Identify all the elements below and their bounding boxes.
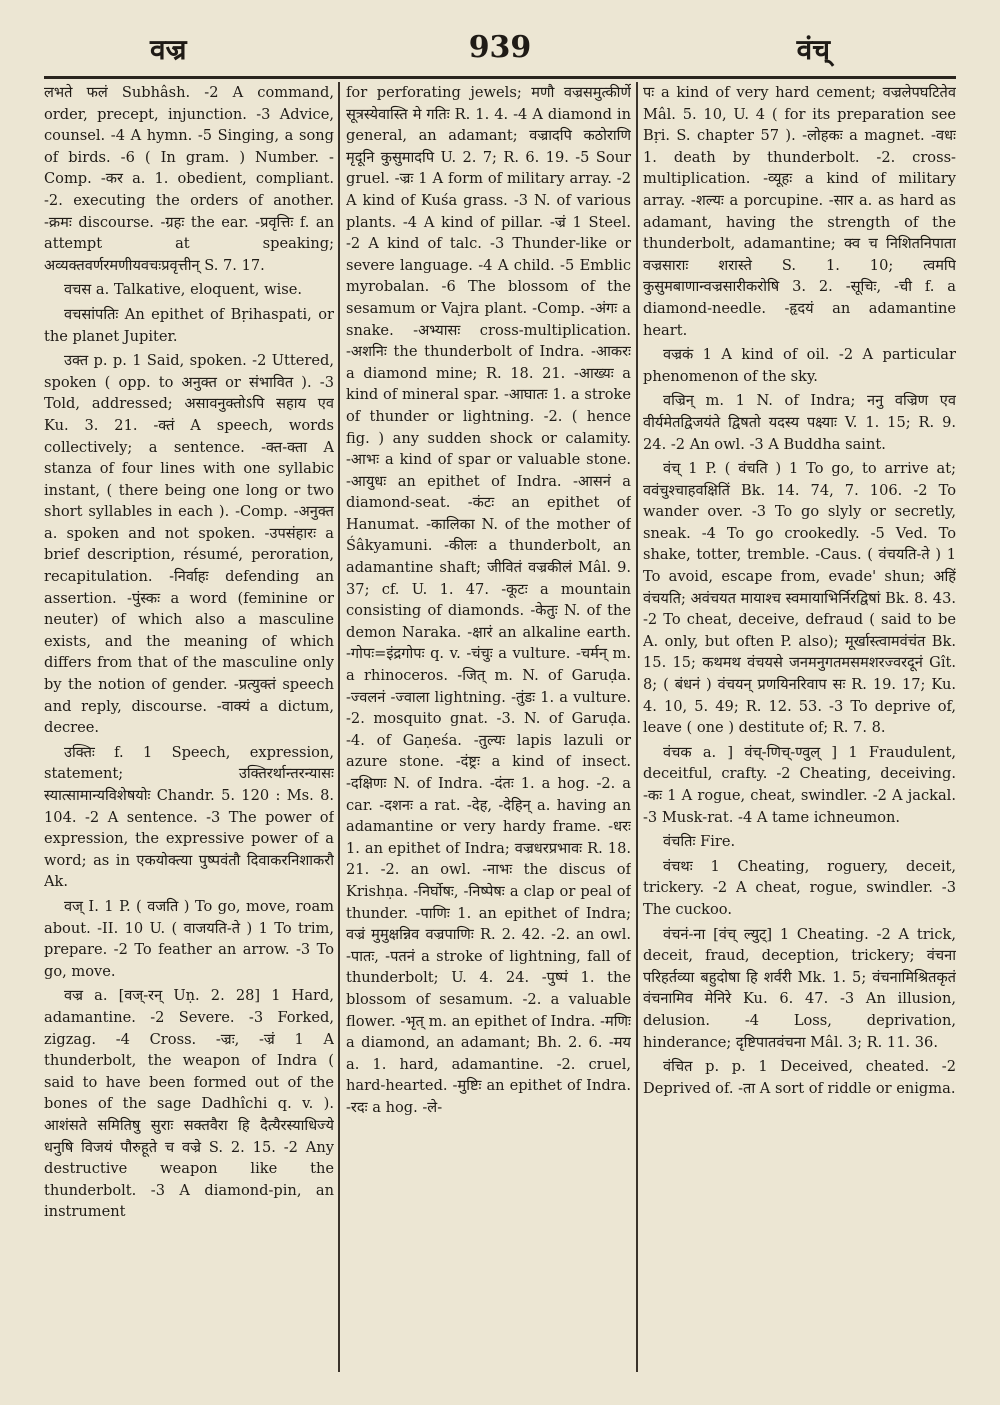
entry: वचसांपतिः An epithet of Bṛihaspati, or the planet Jupiter. xyxy=(44,305,334,345)
entry: पः a kind of very hard cement; वज्रलेपघटितेव Mâl. 5. 10, U. 4 ( for its preparation see Bṛi. S. chapter 57 ). -लोहकः a magnet. -वधः 1. death by thunderbolt. -2. cross-multiplication. -व्यूहः a kind of military array. -शल्यः a porcupine. -सार a. as hard as adamant, having the strength of the thunderbolt, adamantine; क्व च निशितनिपाता वज्रसाराः शरास्ते S. 1. 10; त्वमपि कुसुमबाणान्वज्रसारीकरोषि 3. 2. -सूचिः, -ची f. a diamond-needle. -हृदयं an adamantine heart. xyxy=(643,84,956,339)
entry: वंचित p. p. 1 Deceived, cheated. -2 Deprived of. -ता A sort of riddle or enigma. xyxy=(643,1058,956,1097)
page-number: 939 xyxy=(468,30,532,65)
entry: वज्रिन् m. 1 N. of Indra; ननु वज्रिण एव वीर्यमेतद्विजयंते द्विषतो यदस्य पक्ष्याः V. 1. 15; R. 9. 24. -2 An owl. -3 A Buddha saint. xyxy=(643,392,956,453)
column-divider xyxy=(338,82,340,1372)
entry: for perforating jewels; मणौ वज्रसमुत्कीर्णे सूत्रस्येवास्ति मे गतिः R. 1. 4. -4 A diamond in general, an adamant; वज्रादपि कठोराणि मृदूनि कुसुमादपि U. 2. 7; R. 6. 19. -5 Sour gruel. -ज्रः 1 A form of military array. -2 A kind of Kuśa grass. -3 N. of various plants. -4 A kind of pillar. -ज्रं 1 Steel. -2 A kind of talc. -3 Thunder-like or severe language. -4 A child. -5 Emblic myrobalan. -6 The blossom of the sesamum or Vajra plant. -Comp. -अंगः a snake. -अभ्यासः cross-multiplication. -अशनिः the thunderbolt of Indra. -आकरः a diamond mine; R. 18. 21. -आख्यः a kind of mineral spar. -आघातः 1. a stroke of thunder or lightning. -2. ( hence fig. ) any sudden shock or calamity. -आभः a kind of spar or valuable stone. -आयुधः an epithet of Indra. -आसनं a diamond-seat. -कंटः an epithet of Hanumat. -कालिका N. of the mother of Śâkyamuni. -कीलः a thunderbolt, an adamantine shaft; जीवितं वज्रकीलं Mâl. 9. 37; cf. U. 1. 47. -कूटः a mountain consisting of diamonds. -केतुः N. of the demon Naraka. -क्षारं an alkaline earth. -गोपः=इंद्रगोपः q. v. -चंचुः a vulture. -चर्मन् m. a rhinoceros. -जित् m. N. of Garuḍa. -ज्वलनं -ज्वाला lightning. -तुंडः 1. a vulture. -2. mosquito gnat. -3. N. of Garuḍa. -4. of Gaṇeśa. -तुल्यः lapis lazuli or azure stone. -दंष्ट्रः a kind of insect. -दक्षिणः N. of Indra. -दंतः 1. a hog. -2. a car. -दशनः a rat. -देह, -देहिन् a. having an adamantine or very hardy frame. -धरः 1. an epithet of Indra; वज्रधरप्रभावः R. 18. 21. -2. an owl. -नाभः the discus of Krishṇa. -निर्घोषः, -निष्पेषः a clap or peal of thunder. -पाणिः 1. an epithet of Indra; वज्रं मुमुक्षन्निव वज्रपाणिः R. 2. 42. -2. an owl. -पातः, -पतनं a stroke of lightning, fall of thunderbolt; U. 4. 24. -पुष्पं 1. the blossom of sesamum. -2. a valuable flower. -भृत् m. an epithet of Indra. -मणिः a diamond, an adamant; Bh. 2. 6. -मय a. 1. hard, adamantine. -2. cruel, hard-hearted. -मुष्टिः an epithet of Indra. -रदः a hog. -ले- xyxy=(346,84,631,1116)
entry: वंच् 1 P. ( वंचति ) 1 To go, to arrive at; ववंचुश्चाहवक्षितिं Bk. 14. 74, 7. 106. -2 To wander over. -3 To go slyly or secretly, sneak. -4 To go crookedly. -5 Ved. To shake, totter, tremble. -Caus. ( वंचयति-ते ) 1 To avoid, escape from, evade' shun; अहिं वंचयति; अवंचयत मायाश्च स्वमायाभिर्निरद्विषां Bk. 8. 43. -2 To cheat, deceive, defraud ( said to be A. only, but often P. also); मूर्खास्त्वामवंचंत Bk. 15. 15; कथमथ वंचयसे जनमनुगतमसमशरज्वरदूनं Gît. 8; ( बंधनं ) वंचयन् प्रणयिनरिवाप सः R. 19. 17; Ku. 4. 10, 5. 49; R. 12. 53. -3 To deprive of, leave ( one ) destitute of; R. 7. 8. xyxy=(643,460,956,737)
entry: वज्रकं 1 A kind of oil. -2 A particular phenomenon of the sky. xyxy=(643,346,956,385)
entry: वज्र a. [वज्-रन् Uṇ. 2. 28] 1 Hard, adamantine. -2 Severe. -3 Forked, zigzag. -4 Cross. -ज्रः, -ज्रं 1 A thunderbolt, the weapon of Indra ( said to have been formed out of the bones of the sage Dadhîchi q. v. ). आशंसते समितिषु सुराः सक्तवैरा हि दैत्यैरस्याधिज्ये धनुषि विजयं पौरुहूते च वज्रे S. 2. 15. -2 Any destructive weapon like the thunderbolt. -3 A diamond-pin, an instrument xyxy=(44,987,334,1221)
entry: वंचतिः Fire. xyxy=(663,833,736,851)
entry: वज् I. 1 P. ( वजति ) To go, move, roam about. -II. 10 U. ( वाजयति-ते ) 1 To trim, prepare. -2 To feather an arrow. -3 To go, move. xyxy=(44,897,334,980)
guide-word-left: वज्र xyxy=(150,33,187,66)
running-head xyxy=(40,22,960,72)
entry: उक्तिः f. 1 Speech, expression, statement; उक्तिरर्थान्तरन्यासः स्यात्सामान्यविशेषयोः Chandr. 5. 120 : Ms. 8. 104. -2 A sentence. -3 The power of expression, the expressive power of a word; as in एकयोक्त्या पुष्पवंतौ दिवाकरनिशाकरौ Ak. xyxy=(44,743,334,891)
entry: लभते फलं Subhâsh. -2 A command, order, precept, injunction. -3 Advice, counsel. -4 A hymn. -5 Singing, a song of birds. -6 ( In gram. ) Number. -Comp. -कर a. 1. obedient, compliant. -2. executing the orders of another. -क्रमः discourse. -ग्रहः the ear. -प्रवृत्तिः f. an attempt at speaking; अव्यक्तवर्णरमणीयवचःप्रवृत्तीन् S. 7. 17. xyxy=(44,84,334,274)
entry: वचस a. Talkative, eloquent, wise. xyxy=(64,281,303,299)
column-3 xyxy=(643,82,956,1382)
entry: वंचथः 1 Cheating, roguery, deceit, trickery. -2 A cheat, rogue, swindler. -3 The cuckoo. xyxy=(643,857,956,918)
header-rule xyxy=(44,76,956,79)
entry: वंचनं-ना [वंच् ल्युट्] 1 Cheating. -2 A trick, deceit, fraud, deception, trickery; वंचना परिहर्तव्या बहुदोषा हि शर्वरी Mk. 1. 5; वंचनामिश्रितकृतं वंचनामिव मेनिरे Ku. 6. 47. -3 An illusion, delusion. -4 Loss, deprivation, hinderance; दृष्टिपातवंचना Mâl. 3; R. 11. 36. xyxy=(643,925,956,1051)
entry: वंचक a. ] वंच्-णिच्-ण्वुल् ] 1 Fraudulent, deceitful, crafty. -2 Cheating, deceiving. -कः 1 A rogue, cheat, swindler. -2 A jackal. -3 Musk-rat. -4 A tame ichneumon. xyxy=(643,743,956,826)
guide-word-right: वंच् xyxy=(796,33,830,66)
column-2 xyxy=(346,82,631,1382)
column-1 xyxy=(44,82,334,1382)
column-divider xyxy=(636,82,638,1372)
entry: उक्त p. p. 1 Said, spoken. -2 Uttered, spoken ( opp. to अनुक्त or संभावित ). -3 Told, addressed; असावनुक्तोऽपि सहाय एव Ku. 3. 21. -क्तं A speech, words collectively; a sentence. -क्त-क्ता A stanza of four lines with one syllabic instant, ( there being one long or two short syllables in each ). -Comp. -अनुक्त a. spoken and not spoken. -उपसंहारः a brief description, résumé, peroration, recapitulation. -निर्वाहः defending an assertion. -पुंस्कः a word (feminine or neuter) of which also a masculine exists, and the meaning of which differs from that of the masculine only by the notion of gender. -प्रत्युक्तं speech and reply, discourse. -वाक्यं a dictum, decree. xyxy=(44,352,334,737)
